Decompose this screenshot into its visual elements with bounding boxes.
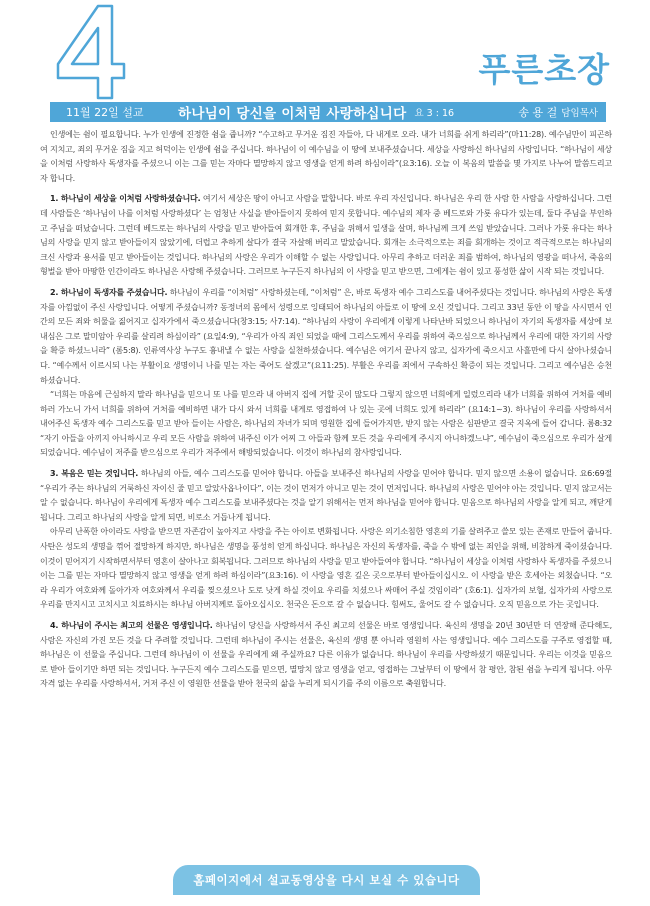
point-2-paragraph [40,286,612,388]
point-4-heading: 4. 하나님이 주시는 최고의 선물은 영생입니다. [50,621,213,630]
point-2-heading: 2. 하나님이 독생자를 주셨습니다. [50,287,168,297]
point-3-continuation-paragraph: 아무리 난폭한 아이라도 사랑을 받으면 자존감이 높아지고 사랑을 주는 아이로 변화됩니다. 사랑은 의기소침한 영혼의 기를 살려주고 쓸모 있는 존재로 만들어 줍니다. 사탄은 성도의 생명을 꺾어 절망하게 하지만, 하나님은 생명을 풍성히 얻게 하십니다. 하나님은 자신의 독생자를, 죽을 수 밖에 없는 죄인을 위해, 비참하게 죽이셨습니다. 이것이 믿어지기 시작하면서부터 영혼이 살아나고 회복됩니다. 그러므로 하나님의 사랑을 믿고 받아들여야 합니다. “하나님이 세상을 이처럼 사랑하사 독생자를 주셨으니 이는 그를 믿는 자마다 멸망하지 않고 영생을 얻게 하려 하심이라”(요3:16). 이 사랑을 영혼 깊은 곳으로부터 받아들이십시오. 이 사랑을 받은 호세아는 외쳤습니다. “오라 우리가 여호와께 돌아가자 여호와께서 우리를 찢으셨으나 도로 낫게 하실 것이요 우리를 치셨으나 싸매어 주실 것임이라” (호6:1). 십자가의 보혈, 십자가의 사랑으로 우리를 만지시고 고치시고 치료하시는 하나님 아버지께로 돌아오십시오. 천국은 돈으로 갈 수 없습니다. 힘써도, 울어도 갈 수 없습니다. 오직 믿음으로 가는 곳입니다. [40,527,612,610]
point-3-heading: 3. 복음은 믿는 것입니다. [50,469,139,479]
newsletter-brand: 푸른초장 [478,50,610,89]
sermon-body [40,128,612,698]
pastor-name [518,104,598,120]
intro-paragraph: 인생에는 쉼이 필요합니다. 누가 인생에 진정한 쉼을 줍니까? “수고하고 무거운 짐진 자들아, 다 내게로 오라. 내가 너희를 쉬게 하리라”(마11:28). 예수님만이 피곤하여 지치고, 죄의 무거운 짐을 지고 허덕이는 인생에 쉼을 주십니다. 하나님이 이 예수님을 이 땅에 보내주셨습니다. 세상을 사랑하신 하나님의 사랑입니다. “하나님이 세상을 이처럼 사랑하사 독생자를 주셨으니 이는 그를 믿는 자마다 멸망하지 않고 영생을 얻게 하려 하심이라”(요3:16). 오늘 이 복음의 말씀을 몇 가지로 나누어 말씀드리고자 합니다. [40,130,612,183]
point-4-text: 하나님이 당신을 사랑하셔서 주신 최고의 선물은 바로 영생입니다. 육신의 생명을 20년 30년만 더 연장해 준다해도, 사람은 자신의 가진 모든 것을 다 주려할 것입니다. 그런데 하나님이 주시는 선물은, 육신의 생명 뿐 아니라 영원히 사는 영생입니다. 예수 그리스도를 구주로 영접할 때, 하나님은 이 선물을 주십니다. 그런데 하나님이 이 선물을 우리에게 왜 주실까요? 다른 이유가 없습니다. 하나님이 우리를 사랑하셨기 때문입니다. 우리는 이것을 믿음으로 받아 들이기만 하면 되는 것입니다. 누구든지 예수 그리스도를 믿으면, 멸망치 않고 영생을 얻고, 영접하는 그날부터 이 땅에서 참 평안, 참된 쉼을 누리게 됩니다. 아무 자격 없는 우리를 사랑하셔서, 거저 주신 이 영원한 선물을 받아 천국의 삶을 누리게 되시기를 주의 이름으로 축원합니다. [40,621,612,689]
point-4-paragraph [40,619,612,692]
point-3-paragraph [40,467,612,525]
point-2-quote-paragraph: “너희는 마음에 근심하지 말라 하나님을 믿으니 또 나를 믿으라 내 아버지 집에 거할 곳이 많도다 그렇지 않으면 너희에게 일렀으리라 내가 너희를 위하여 거처를 예비하러 가노니 가서 너희를 위하여 거처를 예비하면 내가 다시 와서 너희를 내게로 영접하여 나 있는 곳에 너희도 있게 하리라” (요14:1~3). 하나님이 우리를 사랑하셔서 내어주신 독생자 예수 그리스도를 믿고 받아 들이는 사람은, 하나님의 자녀가 되며 영원한 집에 들어가지만, 받지 않는 사람은 심판받고 결국 지옥에 들어 갑니다. 롬8:32 “자기 아들을 아끼지 아니하시고 우리 모든 사람을 위하여 내주신 이가 어찌 그 아들과 함께 모든 것을 우리에게 주시지 아니하겠느냐”, 예수님이 죽으심으로 우리가 살게 되었습니다. 예수님이 저주를 받으심으로 우리가 저주에서 해방되었습니다. 이것이 하나님의 참사랑입니다. [40,390,612,458]
point-3-text: 하나님의 아들, 예수 그리스도를 믿어야 합니다. 아들을 보내주신 하나님의 사랑을 믿어야 합니다. 믿지 않으면 소용이 없습니다. 요6:69절 “우리가 주는 하나님의 거룩하신 자이신 줄 믿고 알았사옵나이다”, 이는 것이 먼저가 아니고 믿는 것이 먼저입니다. 하나님의 사랑은 믿어야 아는 것입니다. 믿지 않고서는 알 수 없습니다. 하나님이 우리에게 독생자 예수 그리스도를 보내주셨다는 것을 알기 위해서는 먼저 하나님을 믿어야 합니다. 믿음으로 하나님의 사랑을 알게 되고, 깨닫게 됩니다. 그리고 하나님의 사랑을 알게 되면, 비로소 거듭나게 됩니다. [40,469,613,522]
sermon-title: 하나님이 당신을 이처럼 사랑하십니다 [178,106,407,122]
scripture-reference: 요 3 : 16 [414,108,455,119]
point-1-text: 여기서 세상은 땅이 아니고 사람을 말합니다. 바로 우리 자신입니다. 하나님은 우리 한 사람 한 사람을 사랑하십니다. 그런데 사람들은 ‘하나님이 나를 이처럼 사랑하셨다’ 는 엄청난 사실을 받아들이지 못하여 믿지 못합니다. 예수님의 제자 중 베드로와 가룟 유다가 있는데, 둘다 주님을 부인하고 주님을 떠났습니다. 그런데 베드로는 하나님의 사랑을 믿고 받아들여 회개한 후, 주님을 위해서 일생을 살며, 하나님께 크게 쓰임 받았습니다. 그러나 가룟 유다는 하나님의 사랑을 믿지 않고 받아들이지 않았기에, 더럽고 추하게 살다가 결국 자살해 버리고 말았습니다. 회개는 소극적으로는 죄를 회개하는 것이고 적극적으로는 하나님의 크신 사랑과 용서를 믿고 받아들이는 것입니다. 하나님의 사랑은 우리가 이해할 수 없는 사랑입니다. 아무리 추하고 더러운 죄를 범하여, 하나님의 영광을 떠나서, 죽음의 형벌을 받아 마땅한 인간이라도 하나님은 사랑해 주셨습니다. 그러므로 누구든지 하나님의 이 사랑을 믿고 받으면, 그에게는 쉼이 있고 풍성한 삶이 시작 되는 것입니다. [40,194,612,277]
issue-number-outline-icon [50,2,130,102]
pastor-name-text: 송 용 걸 [518,106,558,119]
point-2-text: 하나님이 우리를 “이처럼” 사랑하셨는데, “이처럼” 은, 바로 독생자 예수 그리스도를 내어주셨다는 것입니다. 하나님의 사랑은 독생자를 아낌없이 주신 사랑입니다. 어떻게 주셨습니까? 동정녀의 몸에서 성령으로 잉태되어 하나님의 아들로 이 땅에 오신 것입니다. 그리고 33년 동안 이 땅을 사시면서 인간의 모든 죄와 허물을 짊어지고 십자가에서 죽으셨습니다(창3:15; 사7:14). “하나님의 사랑이 우리에게 이렇게 나타난바 되었으니 하나님이 자기의 독생자를 세상에 보내심은 그로 말미암아 우리를 살리려 하심이라” (요일4:9), “우리가 아직 죄인 되었을 때에 그리스도께서 우리를 위하여 죽으심으로 하나님께서 우리에 대한 자기의 사랑을 확증 하셨느니라” (롬5:8). 인류역사상 누구도 흉내낼 수 없는 사랑을 실천하셨습니다. 예수님은 여기서 끝나지 않고, 십자가에 죽으시고 사흘만에 다시 살아나셨습니다. “예수께서 이르시되 나는 부활이요 생명이니 나를 믿는 자는 죽어도 살겠고”(요11:25). 부활은 우리를 죄에서 구속하신 확증이 되는 것입니다. 그리고 예수님은 승천하셨습니다. [40,287,612,385]
video-notice-banner: 홈페이지에서 설교동영상을 다시 보실 수 있습니다 [173,865,480,895]
point-1-paragraph [40,192,612,280]
issue-number [50,2,130,102]
sermon-date: 11월 22일 설교 [66,106,144,119]
pastor-role: 담임목사 [561,108,598,119]
point-1-heading: 1. 하나님이 세상을 이처럼 사랑하셨습니다. [50,194,201,204]
sermon-title-bar [50,102,606,122]
